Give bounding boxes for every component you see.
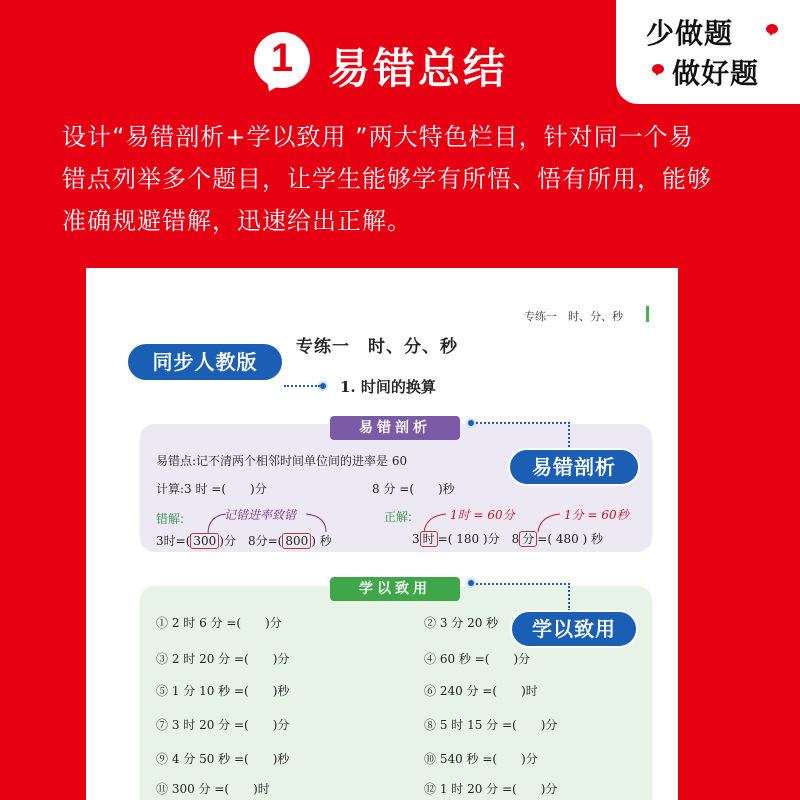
error-analysis-tab: 易错剖析 [330, 416, 460, 440]
description-line: 准确规避错解，迅速给出正解。 [62, 207, 412, 235]
slogan-line-1: 少做题 [646, 17, 734, 50]
wrong-solution-label: 错解: [156, 512, 185, 526]
calc-question-left: 计算:3 时 =( )分 [156, 482, 267, 496]
correct-note-1: 1时 = 60分 [450, 508, 515, 522]
feature-description [62, 116, 752, 242]
wrong-answer-part: )分 8分=( [219, 534, 283, 548]
calc-question-right: 8 分 =( )秒 [372, 482, 455, 496]
exercise-item: ⑪ 300 分 =( )时 [156, 782, 270, 796]
correct-answer-part: =( 180 )分 8 [437, 532, 520, 546]
exercise-item: ④ 60 秒 =( )分 [424, 652, 531, 666]
slogan-card [616, 0, 800, 104]
chapter-title: 专练一 时、分、秒 [296, 337, 458, 357]
edition-pill: 同步人教版 [126, 342, 284, 382]
wrong-value-2: 800 [282, 533, 311, 549]
running-header: 专练一 时、分、秒 [524, 310, 623, 323]
exercise-item: ② 3 分 20 秒 [424, 616, 499, 630]
connector-dot-icon [466, 418, 476, 428]
slogan-line-2: 做好题 [672, 57, 760, 90]
practice-tab: 学以致用 [330, 577, 460, 601]
section-number-badge [254, 32, 314, 92]
correct-answer-part: =( 480 ) 秒 [537, 532, 604, 546]
subsection-title: 1. 时间的换算 [340, 378, 436, 396]
wrong-value-1: 300 [190, 533, 219, 549]
section-number: 1 [270, 36, 294, 80]
description-line: 设计“易错剖析+学以致用 ”两大特色栏目，针对同一个易 [62, 123, 694, 151]
correct-solution-line [412, 530, 603, 547]
wrong-solution-note: 记错进率致错 [224, 508, 297, 522]
wrong-answer-part: ) 秒 [311, 534, 332, 548]
wrong-solution-line [156, 532, 332, 549]
exercise-item: ③ 2 时 20 分 =( )分 [156, 652, 290, 666]
connector-line [476, 422, 570, 450]
description-line: 错点列举多个题目，让学生能够学有所悟、悟有所用，能够 [62, 165, 712, 193]
running-header-bar [646, 306, 649, 322]
page-title: 易错总结 [328, 44, 509, 93]
exercise-item: ① 2 时 6 分 =( )分 [156, 616, 282, 630]
connector-line [476, 583, 570, 611]
connector-dot-icon [466, 578, 476, 588]
error-analysis-pill: 易错剖析 [508, 448, 640, 486]
speech-bubble-icon [652, 64, 664, 74]
exercise-item: ⑨ 4 分 50 秒 =( )秒 [156, 752, 290, 766]
practice-pill: 学以致用 [510, 610, 638, 648]
exercise-item: ⑩ 540 秒 =( )分 [424, 752, 538, 766]
exercise-item: ⑤ 1 分 10 秒 =( )秒 [156, 684, 290, 698]
exercise-item: ⑧ 5 时 15 分 =( )分 [424, 718, 558, 732]
exercise-item: ⑥ 240 分 =( )时 [424, 684, 538, 698]
exercise-item: ⑫ 1 时 20 分 =( )分 [424, 782, 558, 796]
connector-line [284, 385, 320, 387]
error-point: 易错点:记不清两个相邻时间单位间的进率是 60 [156, 454, 408, 468]
correct-note-2: 1分 = 60秒 [564, 508, 629, 522]
correct-answer-part: 3 [412, 532, 420, 546]
exercise-item: ⑦ 3 时 20 分 =( )分 [156, 718, 290, 732]
unit-highlight: 分 [519, 531, 537, 547]
correct-solution-label: 正解: [384, 510, 413, 524]
wrong-answer-part: 3时=( [156, 534, 191, 548]
speech-bubble-icon [766, 24, 778, 34]
unit-highlight: 时 [420, 531, 438, 547]
